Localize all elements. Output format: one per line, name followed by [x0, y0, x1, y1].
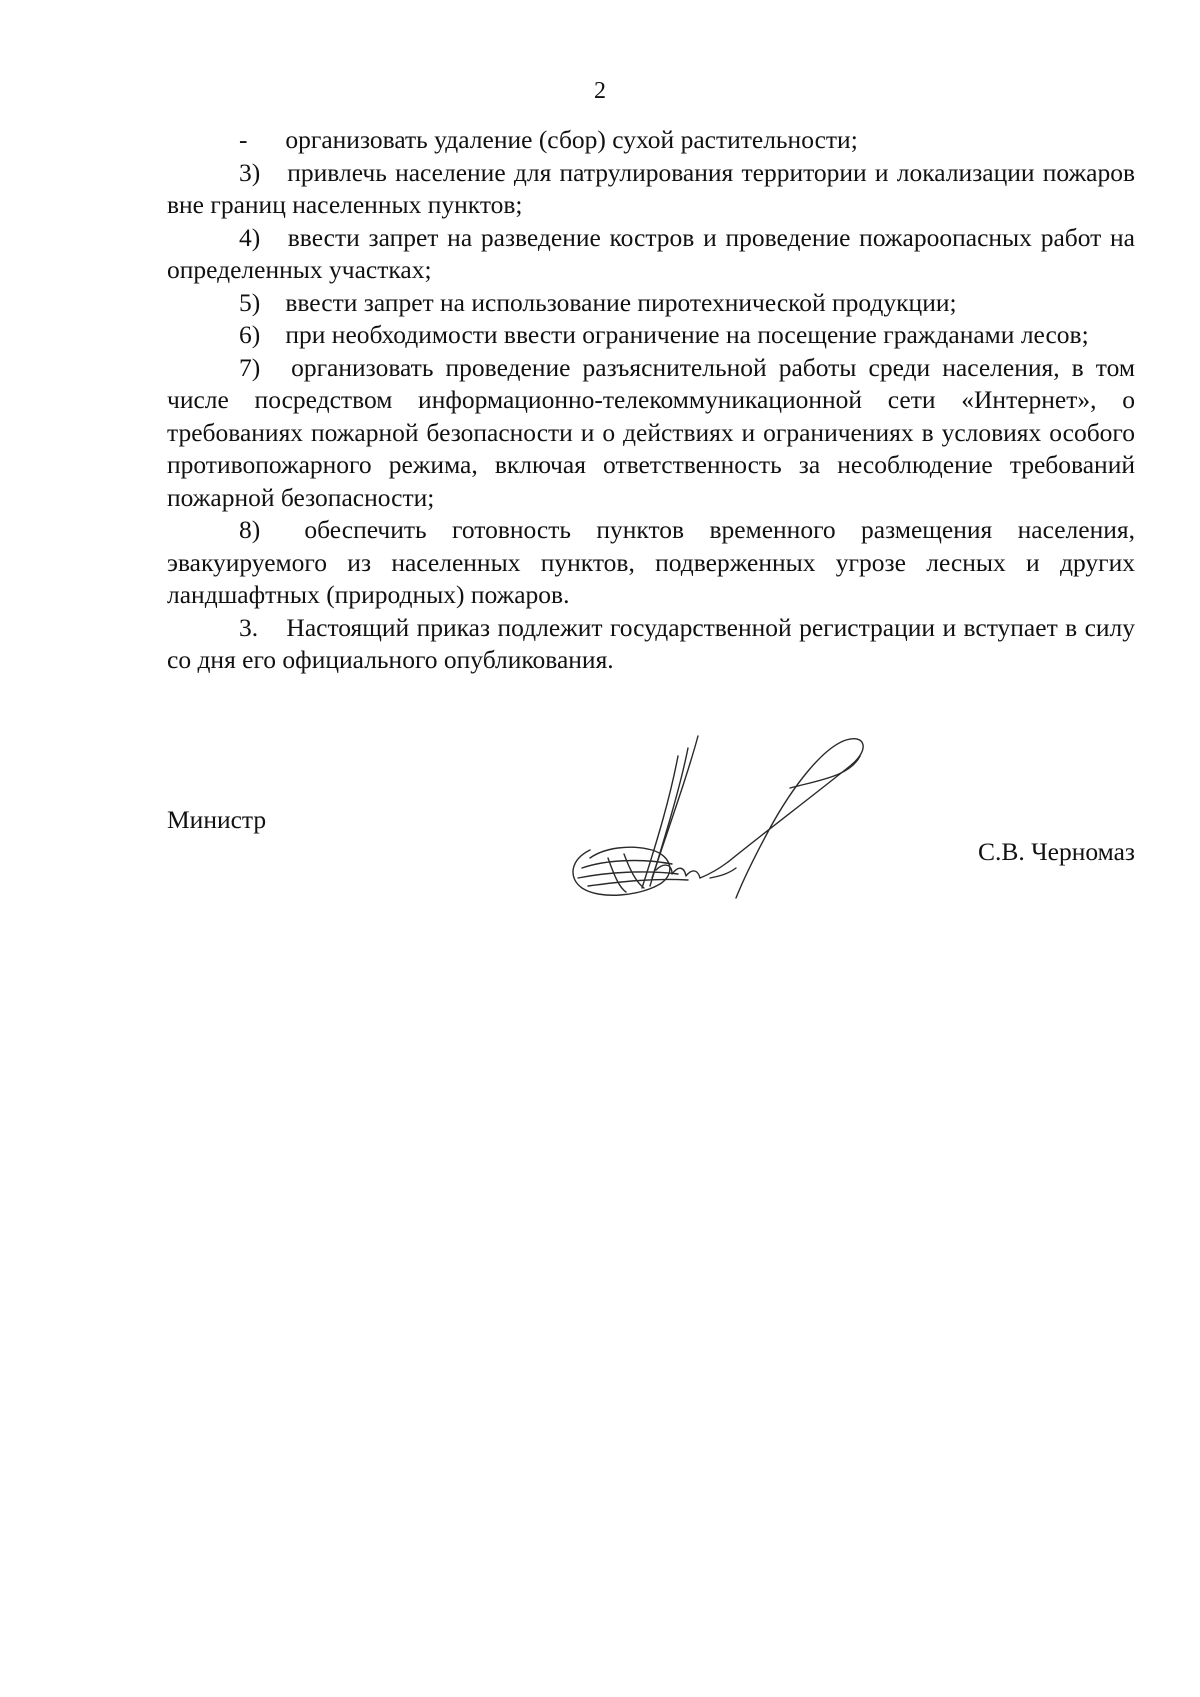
clause-text: Настоящий приказ подлежит государственной регистрации и вступает в силу со дня его официального опубликования.	[167, 612, 1136, 674]
order-clause	[167, 612, 1135, 677]
list-item	[167, 287, 1135, 320]
list-item-text: привлечь население для патрулирования территории и локализации пожаров вне границ населенных пунктов;	[167, 157, 1136, 219]
clause-number: 3.	[239, 612, 259, 642]
list-item-marker: 3)	[239, 157, 261, 187]
handwritten-signature-icon	[560, 728, 960, 938]
list-item-text: ввести запрет на использование пиротехнической продукции;	[285, 287, 957, 317]
list-item	[167, 319, 1135, 352]
list-item-marker: 7)	[239, 352, 261, 382]
list-item	[167, 514, 1135, 612]
list-item	[167, 157, 1135, 222]
list-item	[167, 124, 1135, 157]
list-item-marker: 6)	[239, 320, 261, 349]
page-number: 2	[594, 78, 606, 104]
list-item-marker: -	[239, 125, 248, 154]
document-body	[167, 124, 1135, 677]
list-item-marker: 5)	[239, 287, 261, 317]
signatory-name: С.В. Черномаз	[977, 837, 1135, 866]
list-item-text: обеспечить готовность пунктов временного размещения населения, эвакуируемого из населенных пунктов, подверженных угрозе лесных и других ландшафтных (природных) пожаров.	[167, 515, 1136, 609]
list-item-text: при необходимости ввести ограничение на посещение гражданами лесов;	[285, 320, 1089, 349]
list-item-marker: 4)	[239, 222, 261, 252]
signatory-title: Министр	[167, 805, 267, 834]
list-item-text: организовать удаление (сбор) сухой растительности;	[285, 125, 858, 154]
list-item-text: организовать проведение разъяснительной работы среди населения, в том числе посредством информационно-телекоммуникационной сети «Интернет», о требованиях пожарной безопасности и о действиях и ограничениях в условиях особого противопожарного режима, включая ответственность за несоблюдение требований пожарной безопасности;	[167, 352, 1135, 512]
list-item-marker: 8)	[239, 515, 261, 544]
list-item	[167, 352, 1135, 515]
list-item	[167, 222, 1135, 287]
list-item-text: ввести запрет на разведение костров и проведение пожароопасных работ на определенных участках;	[167, 222, 1136, 284]
